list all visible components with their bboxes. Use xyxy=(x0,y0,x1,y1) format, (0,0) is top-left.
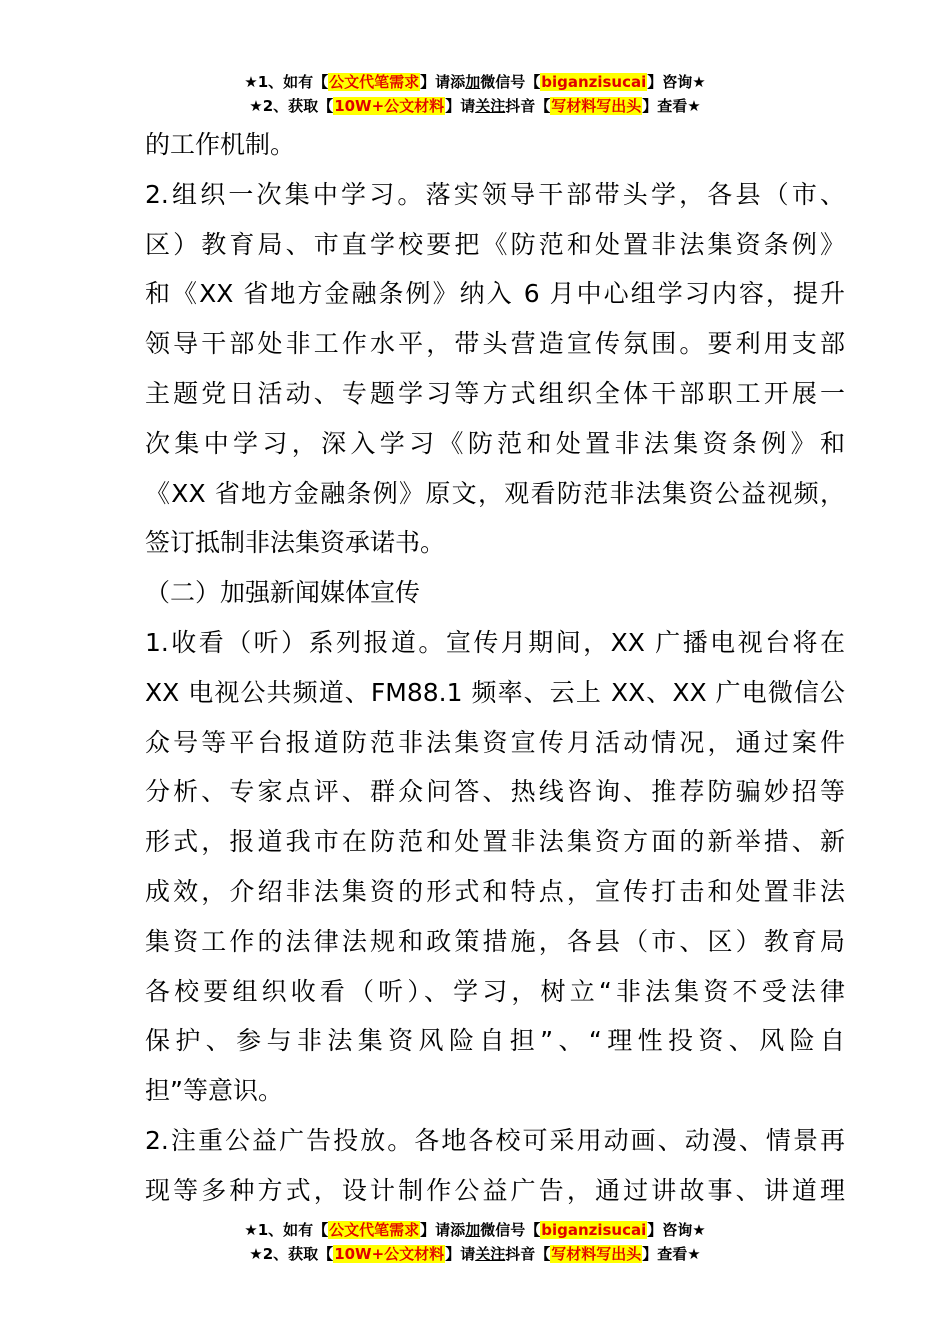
body-line: 分析、专家点评、群众问答、热线咨询、推荐防骗妙招等 xyxy=(145,777,845,807)
body-line: 和《XX 省地方金融条例》纳入 6 月中心组学习内容，提升 xyxy=(145,279,845,309)
body-line: 保护、参与非法集资风险自担”、“理性投资、风险自 xyxy=(145,1026,845,1056)
body-line: 成效，介绍非法集资的形式和特点，宣传打击和处置非法 xyxy=(145,876,845,906)
banner-line-2: ★2、获取【10W+公文材料】请关注抖音【写材料写出头】查看★ xyxy=(249,97,701,115)
highlight-materials: 10W+公文材料 xyxy=(334,97,445,115)
body-line: 主题党日活动、专题学习等方式组织全体干部职工开展一 xyxy=(145,378,845,408)
body-line: 次集中学习，深入学习《防范和处置非法集资条例》和 xyxy=(145,428,845,458)
body-line: 区）教育局、市直学校要把《防范和处置非法集资条例》 xyxy=(145,229,845,259)
body-line: 的工作机制。 xyxy=(145,130,296,159)
footer-banner xyxy=(0,1218,950,1266)
header-banner xyxy=(0,70,950,118)
banner-line-1: ★1、如有【公文代笔需求】请添加微信号【biganzisucai】咨询★ xyxy=(244,1221,706,1239)
body-line: 1.收看（听）系列报道。宣传月期间，XX 广播电视台将在 xyxy=(145,627,845,657)
section-heading: （二）加强新闻媒体宣传 xyxy=(145,578,421,608)
body-line: 签订抵制非法集资承诺书。 xyxy=(145,528,446,558)
highlight-wechat-id: biganzisucai xyxy=(541,1221,647,1239)
body-line: 2.组织一次集中学习。落实领导干部带头学，各县（市、 xyxy=(145,179,845,209)
highlight-service: 公文代笔需求 xyxy=(329,1221,420,1239)
body-line: 《XX 省地方金融条例》原文，观看防范非法集资公益视频， xyxy=(145,478,845,508)
body-line: 形式，报道我市在防范和处置非法集资方面的新举措、新 xyxy=(145,827,845,857)
highlight-service: 公文代笔需求 xyxy=(329,73,420,91)
body-line: 领导干部处非工作水平，带头营造宣传氛围。要利用支部 xyxy=(145,329,845,359)
document-body xyxy=(145,120,845,1216)
highlight-wechat-id: biganzisucai xyxy=(541,73,647,91)
highlight-douyin-account: 写材料写出头 xyxy=(551,1245,642,1263)
body-line: 担”等意识。 xyxy=(145,1076,283,1106)
body-line: XX 电视公共频道、FM88.1 频率、云上 XX、XX 广电微信公 xyxy=(145,677,845,707)
body-line: 各校要组织收看（听）、学习，树立“非法集资不受法律 xyxy=(145,976,845,1006)
body-line: 众号等平台报道防范非法集资宣传月活动情况，通过案件 xyxy=(145,727,845,757)
highlight-douyin-account: 写材料写出头 xyxy=(551,97,642,115)
banner-line-1: ★1、如有【公文代笔需求】请添加微信号【biganzisucai】咨询★ xyxy=(244,73,706,91)
body-line: 2.注重公益广告投放。各地各校可采用动画、动漫、情景再 xyxy=(145,1125,845,1155)
body-line: 现等多种方式，设计制作公益广告，通过讲故事、讲道理 xyxy=(145,1175,845,1205)
highlight-materials: 10W+公文材料 xyxy=(334,1245,445,1263)
banner-line-2: ★2、获取【10W+公文材料】请关注抖音【写材料写出头】查看★ xyxy=(249,1245,701,1263)
body-line: 集资工作的法律法规和政策措施，各县（市、区）教育局 xyxy=(145,926,845,956)
